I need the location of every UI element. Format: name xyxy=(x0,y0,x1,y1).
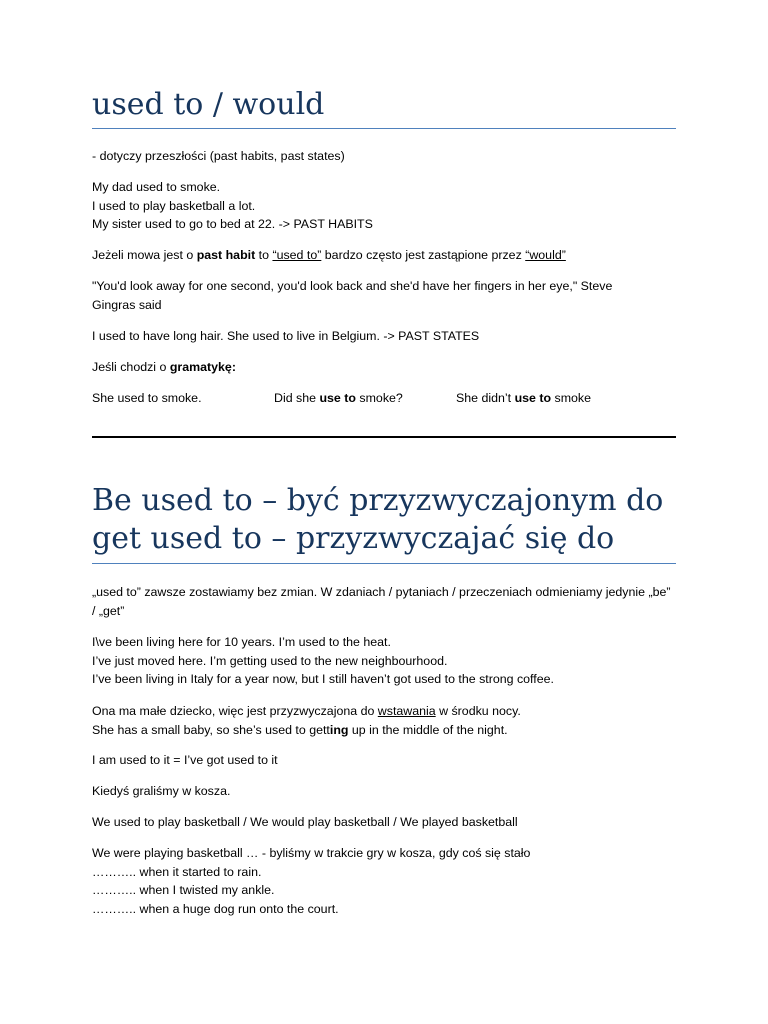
example-underlined: wstawania xyxy=(377,704,436,718)
section-divider xyxy=(92,436,676,438)
example-bold: ing xyxy=(329,722,349,737)
variants: We used to play basketball / We would play basketball / We played basketball xyxy=(92,815,518,829)
grammar-bold: gramatykę: xyxy=(169,360,236,374)
grammar-row xyxy=(92,389,682,409)
example-line: I’ve just moved here. I’m getting used to the new neighbourhood. xyxy=(92,653,448,668)
example-text: Ona ma małe dziecko, więc jest przyzwyczajona do xyxy=(92,704,378,718)
note-text: to xyxy=(255,248,273,262)
habit-examples xyxy=(92,178,682,234)
example-line: ……….. when it started to rain. xyxy=(92,864,262,879)
title-line: get used to – przyzwyczajać się do xyxy=(92,521,615,556)
grammar-intro xyxy=(92,358,682,377)
example-line: My dad used to smoke. xyxy=(92,180,221,194)
example-line: We were playing basketball … - byliśmy w trakcie gry w kosza, gdy coś się stało xyxy=(92,846,531,860)
example-line: ……….. when I twisted my ankle. xyxy=(92,883,275,898)
section2-title xyxy=(92,482,663,558)
quote: "You'd look away for one second, you'd look back and she'd have her fingers in her eye," Steve Gingras said xyxy=(92,279,613,312)
grammar-bold: use to xyxy=(514,391,552,405)
title-underline xyxy=(92,128,676,129)
grammar-text: smoke xyxy=(551,391,591,405)
baby-example xyxy=(92,702,682,739)
section2-note: „used to” zawsze zostawiamy bez zmian. W zdaniach / pytaniach / przeczeniach odmieniamy jedynie „be” / „get” xyxy=(92,585,671,618)
past-states: I used to have long hair. She used to live in Belgium. -> PAST STATES xyxy=(92,329,480,343)
playing-examples xyxy=(92,844,682,919)
note-underlined: “used to” xyxy=(272,248,322,262)
example-line: ……….. when a huge dog run onto the court. xyxy=(92,902,339,917)
note-underlined: “would” xyxy=(525,248,566,262)
title-line: Be used to – być przyzwyczajonym do xyxy=(92,483,664,518)
example-line: I’ve been living in Italy for a year now, but I still haven’t got used to the strong coffee. xyxy=(92,672,554,687)
grammar-affirmative: She used to smoke. xyxy=(92,391,202,405)
example-line: My sister used to go to bed at 22. -> PAST HABITS xyxy=(92,217,373,232)
grammar-negative xyxy=(456,389,591,408)
grammar-text: smoke? xyxy=(355,391,403,405)
section1-intro: - dotyczy przeszłości (past habits, past states) xyxy=(92,149,345,163)
grammar-bold: use to xyxy=(319,391,356,405)
polish-sentence: Kiedyś graliśmy w kosza. xyxy=(92,784,231,798)
note-text: bardzo często jest zastąpione przez xyxy=(321,248,526,262)
habit-note xyxy=(92,246,682,265)
note-bold: past habit xyxy=(196,248,256,262)
title-underline xyxy=(92,563,676,564)
section1-title: used to / would xyxy=(92,87,325,122)
note-text: Jeżeli mowa jest o xyxy=(92,248,197,262)
example-line: I\ve been living here for 10 years. I’m used to the heat. xyxy=(92,635,391,649)
example-text: w środku nocy. xyxy=(435,704,521,718)
grammar-text: She didn’t xyxy=(456,391,515,405)
grammar-question xyxy=(274,389,403,408)
example-line: I used to play basketball a lot. xyxy=(92,198,256,213)
example-text: up in the middle of the night. xyxy=(348,722,508,737)
grammar-text: Jeśli chodzi o xyxy=(92,360,170,374)
example-text: She has a small baby, so she’s used to gett xyxy=(92,722,330,737)
equivalence: I am used to it = I’ve got used to it xyxy=(92,753,278,767)
grammar-text: Did she xyxy=(274,391,320,405)
section2-examples xyxy=(92,633,682,689)
